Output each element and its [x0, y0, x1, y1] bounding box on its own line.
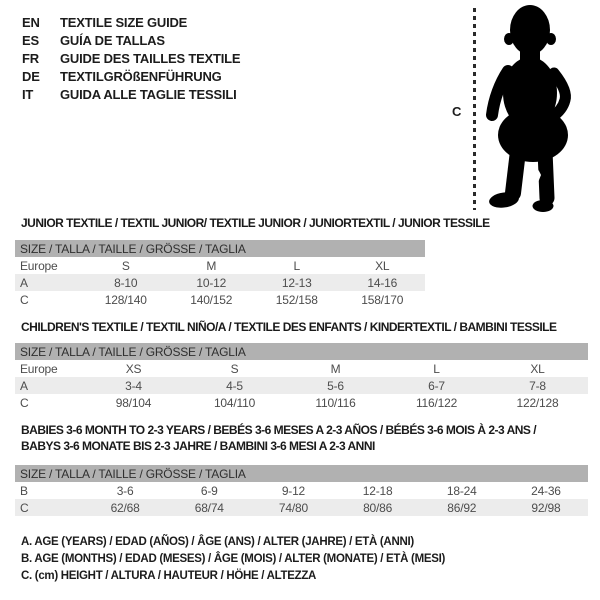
- table-cell: L: [293, 258, 300, 273]
- text-line: JUNIOR TEXTILE / TEXTIL JUNIOR/ TEXTILE JUNIOR / JUNIORTEXTIL / JUNIOR TESSILE: [21, 216, 490, 230]
- footnotes: [21, 534, 445, 585]
- babies-size-table: [15, 465, 588, 516]
- table-cell: 18-24: [446, 483, 477, 498]
- children-size-table: [15, 343, 588, 411]
- table-header-bar: SIZE / TALLA / TAILLE / GRÖSSE / TAGLIA: [15, 343, 588, 360]
- table-cell: 5-6: [327, 378, 344, 393]
- table-cell: 4-5: [226, 378, 243, 393]
- table-cell: 9-12: [281, 483, 306, 498]
- table-cell: 24-36: [531, 483, 561, 498]
- table-cell: 80/86: [363, 500, 393, 515]
- table-rows: [15, 360, 588, 411]
- row-label: B: [20, 483, 28, 498]
- table-row-c: [15, 394, 588, 411]
- junior-size-table: [15, 240, 425, 308]
- table-cell: 92/98: [531, 500, 561, 515]
- table-cell: 7-8: [529, 378, 546, 393]
- table-cell: XS: [125, 361, 142, 376]
- language-row: [22, 85, 240, 103]
- language-title: TEXTILGRÖßENFÜHRUNG: [60, 68, 222, 84]
- table-cell: 122/128: [516, 395, 559, 410]
- table-cell: 104/110: [213, 395, 256, 410]
- language-row: [22, 31, 240, 49]
- table-cell: 3-6: [116, 483, 134, 498]
- table-row-a: [15, 377, 588, 394]
- row-label: C: [20, 395, 29, 410]
- language-row: [22, 67, 240, 85]
- language-code: FR: [22, 50, 39, 66]
- table-cell: S: [230, 361, 239, 376]
- language-code: EN: [22, 14, 40, 30]
- table-cell: 14-16: [367, 275, 398, 290]
- section-heading-babies: [21, 422, 536, 454]
- table-cell: 86/92: [447, 500, 477, 515]
- table-cell: 98/104: [115, 395, 152, 410]
- table-cell: 6-9: [200, 483, 218, 498]
- table-cell: XL: [375, 258, 390, 273]
- table-header-bar: SIZE / TALLA / TAILLE / GRÖSSE / TAGLIA: [15, 240, 425, 257]
- text-line: C. (cm) HEIGHT / ALTURA / HAUTEUR / HÖHE / ALTEZZA: [21, 570, 317, 582]
- table-cell: 3-4: [125, 378, 142, 393]
- section-heading-children: [21, 319, 557, 335]
- language-row: [22, 49, 240, 67]
- table-row-c: [15, 291, 425, 308]
- language-title: GUIDE DES TAILLES TEXTILE: [60, 50, 241, 66]
- table-row-c: [15, 499, 588, 516]
- language-title: TEXTILE SIZE GUIDE: [60, 14, 188, 30]
- row-label: Europe: [20, 258, 58, 273]
- table-cell: 6-7: [428, 378, 445, 393]
- section-heading-junior: [21, 215, 490, 231]
- language-code: ES: [22, 32, 39, 48]
- table-cell: 68/74: [194, 500, 224, 515]
- text-line: BABIES 3-6 MONTH TO 2-3 YEARS / BEBÉS 3-6 MESES A 2-3 AÑOS / BÉBÉS 3-6 MOIS À 2-3 ANS /: [21, 423, 537, 437]
- table-cell: 110/116: [315, 395, 356, 410]
- row-label: C: [20, 292, 29, 307]
- table-cell: 62/68: [110, 500, 140, 515]
- table-cell: 158/170: [361, 292, 404, 307]
- row-label: A: [20, 275, 28, 290]
- table-cell: 12-18: [362, 483, 393, 498]
- table-row-b: [15, 482, 588, 499]
- text-line: A. AGE (YEARS) / EDAD (AÑOS) / ÂGE (ANS) / ALTER (JAHRE) / ETÀ (ANNI): [21, 536, 414, 548]
- table-row-a: [15, 274, 425, 291]
- row-label: A: [20, 378, 28, 393]
- table-cell: M: [206, 258, 217, 273]
- language-title: GUIDA ALLE TAGLIE TESSILI: [60, 86, 237, 102]
- table-cell: 116/122: [415, 395, 458, 410]
- table-cell: XL: [530, 361, 545, 376]
- language-code: DE: [22, 68, 40, 84]
- table-header-bar: SIZE / TALLA / TAILLE / GRÖSSE / TAGLIA: [15, 465, 588, 482]
- table-cell: M: [330, 361, 341, 376]
- table-row-europe: [15, 360, 588, 377]
- row-label: Europe: [20, 361, 58, 376]
- text-line: CHILDREN'S TEXTILE / TEXTIL NIÑO/A / TEXTILE DES ENFANTS / KINDERTEXTIL / BAMBINI TESSILE: [21, 320, 557, 334]
- table-cell: 12-13: [281, 275, 312, 290]
- height-measure-label: C: [452, 104, 462, 119]
- language-code: IT: [22, 86, 34, 102]
- table-cell: S: [121, 258, 130, 273]
- table-rows: [15, 482, 588, 516]
- table-cell: L: [433, 361, 440, 376]
- table-cell: 128/140: [104, 292, 147, 307]
- table-cell: 10-12: [196, 275, 227, 290]
- table-cell: 152/158: [275, 292, 318, 307]
- text-line: BABYS 3-6 MONATE BIS 2-3 JAHRE / BAMBINI 3-6 MESI A 2-3 ANNI: [21, 439, 375, 453]
- text-line: B. AGE (MONTHS) / EDAD (MESES) / ÂGE (MOIS) / ALTER (MONATE) / ETÀ (MESI): [21, 553, 446, 565]
- table-cell: 140/152: [190, 292, 233, 307]
- language-title: GUÍA DE TALLAS: [60, 32, 165, 48]
- table-cell: 74/80: [278, 500, 308, 515]
- toddler-silhouette-icon: [482, 3, 580, 215]
- height-measure-dotted-line: [473, 8, 476, 210]
- language-title-list: [22, 13, 240, 103]
- language-row: [22, 13, 240, 31]
- table-rows: [15, 257, 425, 308]
- table-cell: 8-10: [114, 275, 138, 290]
- table-row-europe: [15, 257, 425, 274]
- row-label: C: [20, 500, 29, 515]
